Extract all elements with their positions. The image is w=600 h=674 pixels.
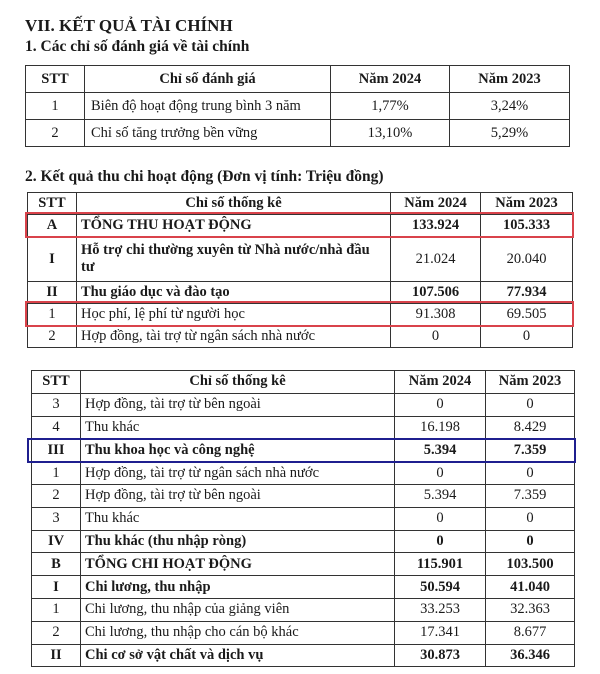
cell-label: Chi lương, thu nhập xyxy=(81,576,395,599)
cell-2024: 0 xyxy=(395,507,486,530)
cell-stt: 4 xyxy=(32,416,81,439)
cell-2023: 5,29% xyxy=(450,120,570,147)
cell-label: Chi lương, thu nhập của giảng viên xyxy=(81,598,395,621)
cell-stt: 1 xyxy=(28,304,77,326)
cell-2023: 41.040 xyxy=(486,576,575,599)
cell-2024: 0 xyxy=(395,530,486,553)
cell-2024: 107.506 xyxy=(391,282,481,304)
header-statistic: Chỉ số thống kê xyxy=(77,193,391,215)
cell-2023: 69.505 xyxy=(481,304,573,326)
cell-stt: A xyxy=(28,215,77,237)
cell-2024: 0 xyxy=(395,462,486,485)
cell-label: Thu khác (thu nhập ròng) xyxy=(81,530,395,553)
cell-2023: 0 xyxy=(486,462,575,485)
section-title: VII. KẾT QUẢ TÀI CHÍNH xyxy=(25,16,233,35)
table-row xyxy=(32,621,575,644)
cell-stt: II xyxy=(32,644,81,667)
table-row xyxy=(28,282,573,304)
subsection-title-financial-indicators: 1. Các chỉ số đánh giá về tài chính xyxy=(25,38,250,55)
header-year-2023: Năm 2023 xyxy=(481,193,573,215)
table-row xyxy=(26,93,570,120)
cell-2024: 0 xyxy=(395,393,486,416)
cell-2024: 16.198 xyxy=(395,416,486,439)
table-header-row xyxy=(32,371,575,394)
header-year-2023: Năm 2023 xyxy=(450,66,570,93)
cell-label: Hợp đồng, tài trợ từ ngân sách nhà nước xyxy=(77,326,391,348)
table-row xyxy=(28,326,573,348)
cell-stt: III xyxy=(32,439,81,462)
cell-2023: 77.934 xyxy=(481,282,573,304)
header-stt: STT xyxy=(26,66,85,93)
header-year-2024: Năm 2024 xyxy=(331,66,450,93)
cell-stt: B xyxy=(32,553,81,576)
header-stt: STT xyxy=(32,371,81,394)
cell-label: Hợp đồng, tài trợ từ bên ngoài xyxy=(81,393,395,416)
revenue-expense-table-part1 xyxy=(27,192,573,348)
cell-2024: 1,77% xyxy=(331,93,450,120)
cell-label: Thu khác xyxy=(81,507,395,530)
cell-label: Biên độ hoạt động trung bình 3 năm xyxy=(85,93,331,120)
cell-stt: IV xyxy=(32,530,81,553)
header-year-2024: Năm 2024 xyxy=(395,371,486,394)
cell-2024: 50.594 xyxy=(395,576,486,599)
cell-stt: 2 xyxy=(28,326,77,348)
table-row xyxy=(32,598,575,621)
cell-label: Chi lương, thu nhập cho cán bộ khác xyxy=(81,621,395,644)
cell-label: Chỉ số tăng trưởng bền vững xyxy=(85,120,331,147)
header-statistic: Chỉ số thống kê xyxy=(81,371,395,394)
table-row-total-revenue xyxy=(28,215,573,237)
cell-stt: 2 xyxy=(26,120,85,147)
cell-stt: 1 xyxy=(32,462,81,485)
cell-2023: 105.333 xyxy=(481,215,573,237)
table-row-tuition xyxy=(28,304,573,326)
subsection-title-revenue-expense: 2. Kết quả thu chi hoạt động (Đơn vị tính: Triệu đồng) xyxy=(25,168,384,185)
cell-stt: I xyxy=(32,576,81,599)
cell-2023: 7.359 xyxy=(486,439,575,462)
cell-label: Học phí, lệ phí từ người học xyxy=(77,304,391,326)
cell-stt: 1 xyxy=(26,93,85,120)
cell-2023: 32.363 xyxy=(486,598,575,621)
cell-2023: 0 xyxy=(486,530,575,553)
cell-label: TỔNG THU HOẠT ĐỘNG xyxy=(77,215,391,237)
table-row xyxy=(28,237,573,282)
cell-2023: 8.677 xyxy=(486,621,575,644)
cell-2023: 36.346 xyxy=(486,644,575,667)
cell-2024: 133.924 xyxy=(391,215,481,237)
table-row xyxy=(32,416,575,439)
table-row xyxy=(32,484,575,507)
cell-stt: 2 xyxy=(32,484,81,507)
table-row xyxy=(32,462,575,485)
cell-2023: 3,24% xyxy=(450,93,570,120)
cell-2024: 13,10% xyxy=(331,120,450,147)
cell-2023: 7.359 xyxy=(486,484,575,507)
header-year-2023: Năm 2023 xyxy=(486,371,575,394)
table-row xyxy=(32,393,575,416)
cell-label: Hợp đồng, tài trợ từ ngân sách nhà nước xyxy=(81,462,395,485)
header-indicator: Chỉ số đánh giá xyxy=(85,66,331,93)
cell-stt: 1 xyxy=(32,598,81,621)
table-row xyxy=(32,576,575,599)
revenue-expense-table-part2 xyxy=(31,370,575,667)
table-row xyxy=(32,507,575,530)
table-row-total-expense xyxy=(32,553,575,576)
cell-2023: 103.500 xyxy=(486,553,575,576)
cell-stt: I xyxy=(28,237,77,282)
cell-stt: 3 xyxy=(32,393,81,416)
table-row xyxy=(32,644,575,667)
cell-label: Hợp đồng, tài trợ từ bên ngoài xyxy=(81,484,395,507)
cell-2023: 8.429 xyxy=(486,416,575,439)
cell-label: Thu giáo dục và đào tạo xyxy=(77,282,391,304)
table-header-row xyxy=(26,66,570,93)
table-row xyxy=(26,120,570,147)
table-row-science-tech-revenue xyxy=(32,439,575,462)
cell-stt: 3 xyxy=(32,507,81,530)
cell-2024: 91.308 xyxy=(391,304,481,326)
cell-2023: 0 xyxy=(486,393,575,416)
cell-stt: II xyxy=(28,282,77,304)
cell-label: Hỗ trợ chi thường xuyên từ Nhà nước/nhà đầu tư xyxy=(77,237,391,282)
cell-2023: 0 xyxy=(481,326,573,348)
cell-2024: 0 xyxy=(391,326,481,348)
cell-2024: 5.394 xyxy=(395,484,486,507)
cell-2024: 5.394 xyxy=(395,439,486,462)
cell-label: Thu khác xyxy=(81,416,395,439)
cell-stt: 2 xyxy=(32,621,81,644)
cell-2024: 17.341 xyxy=(395,621,486,644)
cell-label: Thu khoa học và công nghệ xyxy=(81,439,395,462)
cell-2023: 0 xyxy=(486,507,575,530)
cell-label: TỔNG CHI HOẠT ĐỘNG xyxy=(81,553,395,576)
table-header-row xyxy=(28,193,573,215)
cell-2024: 33.253 xyxy=(395,598,486,621)
financial-indicators-table xyxy=(25,65,570,147)
cell-label: Chi cơ sở vật chất và dịch vụ xyxy=(81,644,395,667)
cell-2024: 30.873 xyxy=(395,644,486,667)
header-year-2024: Năm 2024 xyxy=(391,193,481,215)
cell-2024: 21.024 xyxy=(391,237,481,282)
header-stt: STT xyxy=(28,193,77,215)
cell-2024: 115.901 xyxy=(395,553,486,576)
cell-2023: 20.040 xyxy=(481,237,573,282)
table-row xyxy=(32,530,575,553)
